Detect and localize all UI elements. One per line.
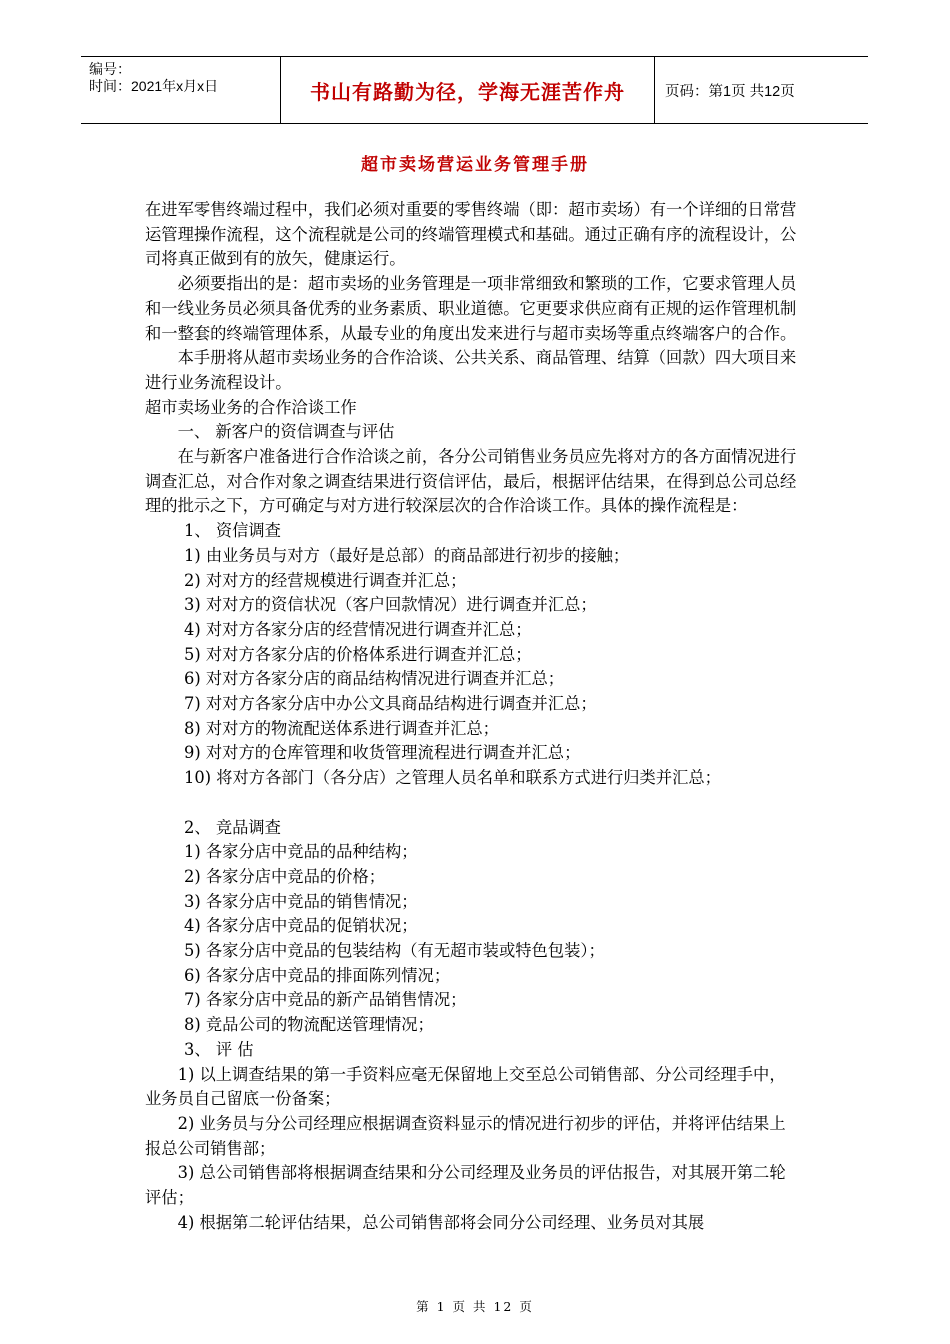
motto-text: 书山有路勤为径，学海无涯苦作舟 xyxy=(310,79,625,104)
blank-line xyxy=(145,791,800,816)
paragraph: 1) 以上调查结果的第一手资料应毫无保留地上交至总公司销售部、分公司经理手中，业务员自己留底一份备案； xyxy=(145,1064,786,1109)
list-item: 4) 对对方各家分店的经营情况进行调查并汇总； xyxy=(184,619,532,639)
page-info: 页码：第1页 共12页 xyxy=(665,83,795,100)
list-item: 1) 各家分店中竞品的品种结构； xyxy=(184,842,418,862)
list-item: 2) 对对方的经营规模进行调查并汇总； xyxy=(184,570,467,590)
header-motto-cell xyxy=(281,57,655,123)
document-title: 超市卖场营运业务管理手册 xyxy=(361,155,589,175)
list-item: 1) 由业务员与对方（最好是总部）的商品部进行初步的接触； xyxy=(184,545,630,565)
list-item: 6) 各家分店中竞品的排面陈列情况； xyxy=(184,965,451,985)
paragraph: 超市卖场业务的合作洽谈工作 xyxy=(145,397,357,417)
list-item: 5) 各家分店中竞品的包装结构（有无超市装或特色包装）； xyxy=(184,941,605,961)
list-item: 2、 竞品调查 xyxy=(184,817,281,837)
list-item: 9) 对对方的仓库管理和收货管理流程进行调查并汇总； xyxy=(184,743,581,763)
paragraph: 2) 业务员与分公司经理应根据调查资料显示的情况进行初步的评估，并将评估结果上报总公司销售部； xyxy=(145,1114,786,1158)
list-item: 1、 资信调查 xyxy=(184,521,281,541)
document-body xyxy=(145,198,800,1236)
paragraph: 本手册将从超市卖场业务的合作洽谈、公共关系、商品管理、结算（回款）四大项目来进行业务流程设计。 xyxy=(145,348,797,392)
paragraph: 在进军零售终端过程中，我们必须对重要的零售终端（即：超市卖场）有一个详细的日常营运管理操作流程，这个流程就是公司的终端管理模式和基础。通过正确有序的流程设计，公司将真正做到有的放矢，健康运行。 xyxy=(145,200,797,269)
header-left-cell xyxy=(81,57,281,123)
paragraph: 必须要指出的是：超市卖场的业务管理是一项非常细致和繁琐的工作，它要求管理人员和一线业务员必须具备优秀的业务素质、职业道德。它更要求供应商有正规的运作管理机制和一整套的终端管理体系，从最专业的角度出发来进行与超市卖场等重点终端客户的合作。 xyxy=(145,274,797,343)
paragraph: 在与新客户准备进行合作洽谈之前，各分公司销售业务员应先将对方的各方面情况进行调查汇总，对合作对象之调查结果进行资信评估，最后，根据评估结果，在得到总公司总经理的批示之下，方可确定与对方进行较深层次的合作洽谈工作。具体的操作流程是： xyxy=(145,447,797,516)
list-item: 8) 对对方的物流配送体系进行调查并汇总； xyxy=(184,718,499,738)
list-item: 7) 各家分店中竞品的新产品销售情况； xyxy=(184,990,467,1010)
header-page-cell xyxy=(655,57,868,123)
paragraph: 一、 新客户的资信调查与评估 xyxy=(177,422,395,442)
list-item: 7) 对对方各家分店中办公文具商品结构进行调查并汇总； xyxy=(184,694,597,714)
page-footer: 第 1 页 共 12 页 xyxy=(416,1299,534,1314)
list-item: 8) 竞品公司的物流配送管理情况； xyxy=(184,1015,434,1035)
time-label: 时间：2021年x月x日 xyxy=(89,78,219,94)
paragraph: 4) 根据第二轮评估结果，总公司销售部将会同分公司经理、业务员对其展 xyxy=(177,1212,705,1232)
list-item: 4) 各家分店中竞品的促销状况； xyxy=(184,916,418,936)
list-item: 6) 对对方各家分店的商品结构情况进行调查并汇总； xyxy=(184,669,565,689)
paragraph: 3) 总公司销售部将根据调查结果和分公司经理及业务员的评估报告，对其展开第二轮评估； xyxy=(145,1163,786,1208)
list-item: 3、 评 估 xyxy=(184,1039,254,1059)
list-item: 5) 对对方各家分店的价格体系进行调查并汇总； xyxy=(184,644,532,664)
header-table xyxy=(81,56,868,124)
list-item: 10) 将对方各部门（各分店）之管理人员名单和联系方式进行归类并汇总； xyxy=(184,768,721,788)
list-item: 3) 对对方的资信状况（客户回款情况）进行调查并汇总； xyxy=(184,595,597,615)
list-item: 3) 各家分店中竞品的销售情况； xyxy=(184,891,418,911)
number-label: 编号： xyxy=(89,61,131,77)
list-item: 2) 各家分店中竞品的价格； xyxy=(184,866,385,886)
